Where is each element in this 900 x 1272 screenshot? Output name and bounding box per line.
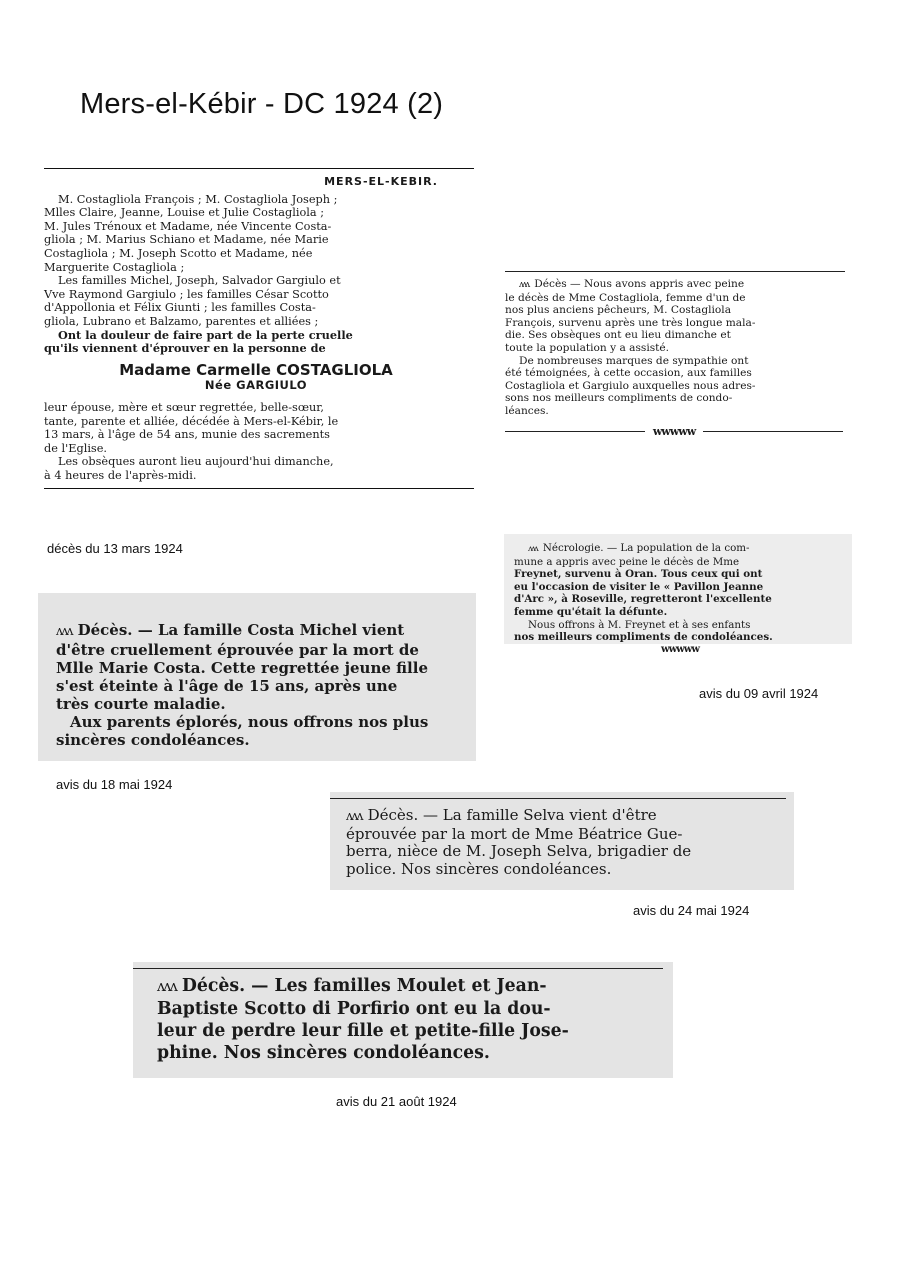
text-line: François, survenu après une très longue mala-	[505, 316, 756, 329]
text-line: eu l'occasion de visiter le « Pavillon Jeanne	[514, 580, 764, 593]
text-line: d'Appollonia et Félix Giunti ; les familles Costa-	[44, 301, 316, 315]
top-rule	[505, 271, 845, 272]
text-line: 13 mars, à l'âge de 54 ans, munie des sacrements	[44, 428, 330, 442]
text-line: sons nos meilleurs compliments de condo-	[505, 392, 733, 405]
text-line: Ont la douleur de faire part de la perte cruelle	[58, 327, 353, 342]
clipping-deces-moulet	[133, 962, 673, 1078]
text-line: léances.	[505, 404, 549, 417]
text-line: ᴧᴧᴧ Décès. — La famille Selva vient d'être	[346, 806, 657, 824]
separator	[505, 426, 843, 439]
ornament-icon: ᴧᴧᴧ	[528, 544, 537, 554]
text-line: toute la population y a assisté.	[505, 341, 670, 354]
ornament-icon: ᴧᴧᴧ	[56, 624, 72, 639]
caption-18-mai: avis du 18 mai 1924	[56, 777, 173, 792]
text-line: M. Jules Trénoux et Madame, née Vincente Costa-	[44, 219, 332, 233]
text-line: d'Arc », à Roseville, regretteront l'excellente	[514, 593, 772, 606]
text-line: Costagliola ; M. Joseph Scotto et Madame, née	[44, 246, 313, 260]
text-line: De nombreuses marques de sympathie ont	[519, 354, 749, 367]
ornament-icon: ᴧᴧᴧ	[346, 809, 362, 824]
top-rule	[44, 168, 474, 169]
text-line: Freynet, survenu à Oran. Tous ceux qui ont	[514, 568, 763, 581]
text-line: ᴧᴧᴧ Nécrologie. — La population de la com-	[528, 542, 750, 554]
deceased-name: Madame Carmelle COSTAGLIOLA	[119, 360, 393, 379]
text-line: M. Costagliola François ; M. Costagliola Joseph ;	[58, 192, 338, 206]
text-line: Aux parents éplorés, nous offrons nos plus	[70, 713, 429, 731]
ornament-icon: ᴧᴧᴧ	[519, 280, 529, 290]
text-line: sincères condoléances.	[56, 731, 250, 749]
maiden-name: Née GARGIULO	[204, 378, 308, 393]
text-line: s'est éteinte à l'âge de 15 ans, après une	[56, 677, 398, 695]
text-line: qu'ils viennent d'éprouver en la personne de	[44, 341, 326, 356]
caption-21-aout: avis du 21 août 1924	[336, 1094, 457, 1109]
text-line: leur épouse, mère et sœur regrettée, belle-sœur,	[44, 400, 325, 414]
text-line: nos meilleurs compliments de condoléances.	[514, 631, 773, 644]
clipping-deces-selva	[330, 792, 794, 890]
text-line: berra, nièce de M. Joseph Selva, brigadier de	[346, 842, 692, 860]
clipping-header: MERS-EL-KEBIR.	[324, 175, 438, 188]
text-line: à 4 heures de l'après-midi.	[44, 468, 197, 482]
text-line: d'être cruellement éprouvée par la mort de	[56, 641, 419, 659]
text-line: ᴧᴧᴧ Décès. — La famille Costa Michel vient	[56, 621, 405, 639]
text-line: police. Nos sincères condoléances.	[346, 859, 612, 878]
text-line: très courte maladie.	[56, 695, 226, 713]
text-line: éprouvée par la mort de Mme Béatrice Gue-	[346, 824, 683, 843]
text-line: leur de perdre leur fille et petite-fille Jose-	[157, 1021, 569, 1041]
text-line: été témoignées, à cette occasion, aux familles	[505, 367, 752, 380]
clipping-deces-costagliola	[503, 263, 845, 438]
text-line: gliola, Lubrano et Balzamo, parentes et alliées ;	[44, 314, 319, 328]
text-line: Baptiste Scotto di Porfirio ont eu la dou-	[157, 999, 551, 1019]
text-line: Marguerite Costagliola ;	[44, 260, 185, 274]
text-line: nos plus anciens pêcheurs, M. Costagliola	[505, 304, 732, 317]
text-line: gliola ; M. Marius Schiano et Madame, née Marie	[44, 233, 329, 247]
text-line: Les familles Michel, Joseph, Salvador Gargiulo et	[58, 274, 341, 288]
clipping-necrologie-freynet	[504, 534, 852, 655]
clipping-deces-costa	[38, 593, 476, 761]
text-line: Costagliola et Gargiulo auxquelles nous adres-	[505, 379, 756, 392]
text-line: femme qu'était la défunte.	[514, 605, 668, 618]
bottom-rule	[44, 488, 474, 489]
top-rule	[330, 798, 786, 799]
separator-ornament: wwwww	[652, 424, 696, 438]
caption-09-avril: avis du 09 avril 1924	[699, 686, 819, 701]
top-rule	[133, 968, 663, 969]
text-line: Nous offrons à M. Freynet et à ses enfants	[528, 618, 751, 631]
text-line: le décès de Mme Costagliola, femme d'un de	[505, 291, 746, 304]
ornament-icon: ᴧᴧᴧ	[157, 978, 176, 995]
page-title: Mers-el-Kébir - DC 1924 (2)	[80, 88, 444, 120]
caption-13-mars: décès du 13 mars 1924	[47, 541, 183, 556]
text-line: de l'Eglise.	[44, 441, 108, 455]
text-line: Vve Raymond Gargiulo ; les familles César Scotto	[44, 287, 329, 301]
text-line: ᴧᴧᴧ Décès. — Les familles Moulet et Jean-	[157, 976, 547, 996]
text-line: ᴧᴧᴧ Décès — Nous avons appris avec peine	[519, 278, 745, 290]
text-line: Les obsèques auront lieu aujourd'hui dimanche,	[58, 455, 334, 469]
text-line: Mlles Claire, Jeanne, Louise et Julie Costagliola ;	[44, 206, 325, 220]
text-line: mune a appris avec peine le décès de Mme	[514, 555, 740, 568]
text-line: die. Ses obsèques ont eu lieu dimanche et	[505, 329, 731, 342]
text-line: Mlle Marie Costa. Cette regrettée jeune fille	[56, 659, 428, 677]
text-line: phine. Nos sincères condoléances.	[157, 1043, 490, 1063]
text-line: tante, parente et alliée, décédée à Mers-el-Kébir, le	[44, 414, 339, 428]
separator-ornament: wwwww	[660, 643, 700, 655]
clipping-faire-part-costagliola	[38, 168, 474, 524]
caption-24-mai: avis du 24 mai 1924	[633, 903, 750, 918]
